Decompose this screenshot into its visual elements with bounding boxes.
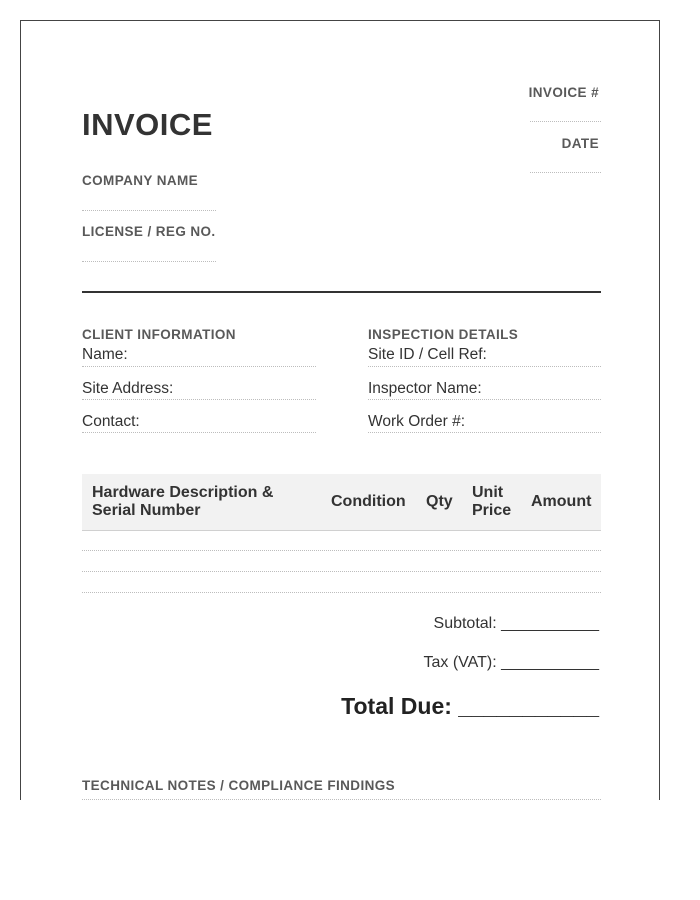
site-address-line[interactable]	[82, 399, 316, 400]
site-id-line[interactable]	[368, 366, 601, 367]
subtotal-field[interactable]: Subtotal: ___________	[433, 615, 599, 632]
column-header-unit-price-line2: Price	[472, 502, 512, 519]
company-name-line[interactable]	[82, 210, 216, 211]
client-name-label: Name:	[82, 346, 128, 363]
company-name-label: COMPANY NAME	[82, 173, 199, 188]
date-line[interactable]	[530, 172, 601, 173]
table-row[interactable]	[82, 592, 601, 593]
contact-label: Contact:	[82, 413, 140, 430]
column-header-amount: Amount	[531, 493, 592, 510]
date-label: DATE	[561, 136, 599, 151]
client-name-line[interactable]	[82, 366, 316, 367]
invoice-number-label: INVOICE #	[528, 85, 599, 100]
column-header-description-line2: Serial Number	[92, 502, 201, 519]
column-header-unit-price-line1: Unit	[472, 484, 504, 501]
invoice-title: INVOICE	[82, 107, 213, 142]
invoice-number-line[interactable]	[530, 121, 601, 122]
client-info-heading: CLIENT INFORMATION	[82, 327, 236, 342]
license-line[interactable]	[82, 261, 216, 262]
site-id-label: Site ID / Cell Ref:	[368, 346, 487, 363]
header-divider	[82, 291, 601, 293]
work-order-label: Work Order #:	[368, 413, 466, 430]
inspector-name-label: Inspector Name:	[368, 380, 482, 397]
technical-notes-line[interactable]	[82, 799, 601, 800]
column-header-description	[92, 484, 273, 520]
inspector-name-line[interactable]	[368, 399, 601, 400]
items-table-header	[82, 474, 601, 531]
technical-notes-heading: TECHNICAL NOTES / COMPLIANCE FINDINGS	[82, 778, 396, 793]
contact-line[interactable]	[82, 432, 316, 433]
inspection-details-heading: INSPECTION DETAILS	[368, 327, 519, 342]
column-header-unit-price	[472, 484, 511, 520]
tax-field[interactable]: Tax (VAT): ___________	[423, 654, 599, 671]
column-header-condition: Condition	[331, 493, 406, 510]
work-order-line[interactable]	[368, 432, 601, 433]
total-due-field[interactable]: Total Due: ___________	[341, 693, 599, 719]
table-row[interactable]	[82, 571, 601, 572]
table-row[interactable]	[82, 550, 601, 551]
site-address-label: Site Address:	[82, 380, 174, 397]
column-header-description-line1: Hardware Description &	[92, 484, 274, 501]
license-label: LICENSE / REG NO.	[82, 224, 216, 239]
column-header-qty: Qty	[426, 493, 453, 510]
invoice-sheet	[20, 20, 660, 800]
